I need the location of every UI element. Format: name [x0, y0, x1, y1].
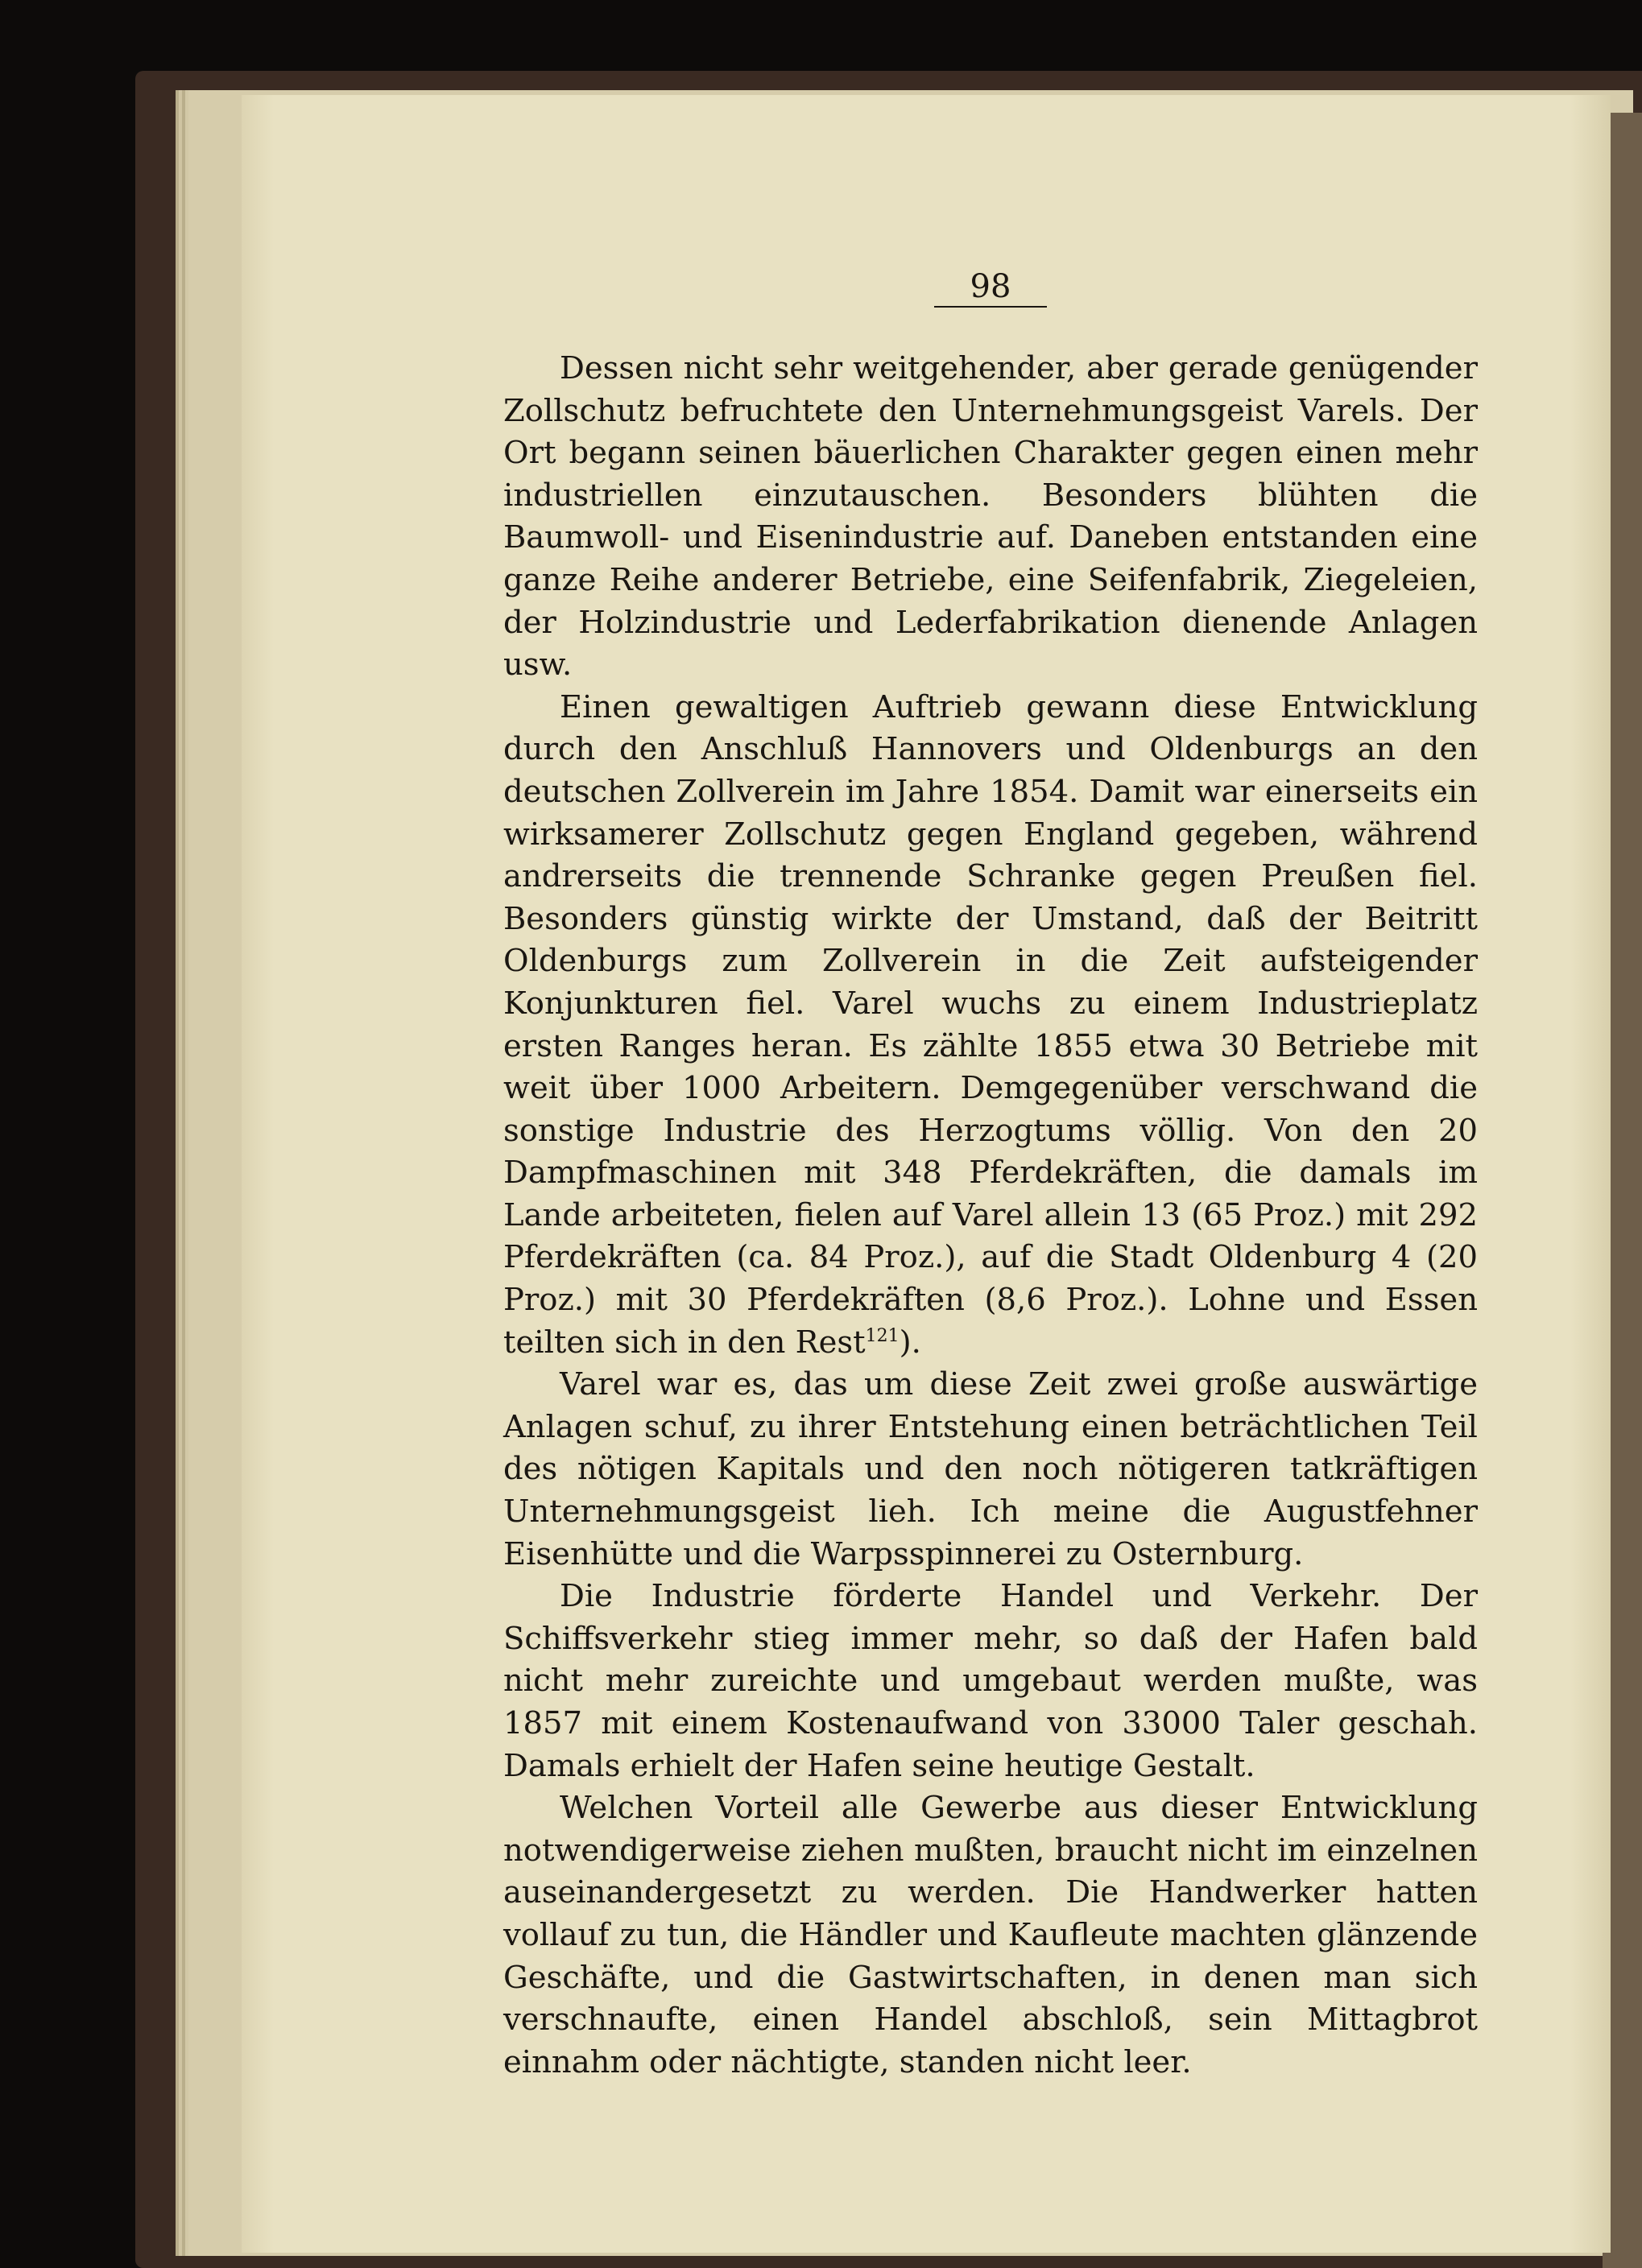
footnote-reference: 121 — [865, 1325, 900, 1346]
paragraph-2 — [503, 687, 1478, 1365]
paragraph-1: Dessen nicht sehr weitgehender, aber gerade genügender Zollschutz befruchtete den Unternehmungsgeist Varels. Der Ort begann seinen bäuerlichen Charakter gegen einen mehr industriellen einzutauschen. Besonders blühten die Baumwoll- und Eisenindustrie auf. Daneben entstanden eine ganze Reihe anderer Betriebe, eine Seifenfabrik, Ziegeleien, der Holzindustrie und Lederfabrikation dienende Anlagen usw. — [503, 350, 1478, 684]
paragraph-4: Die Industrie förderte Handel und Verkehr. Der Schiffsverkehr stieg immer mehr, so daß der Hafen bald nicht mehr zureichte und umgebaut werden mußte, was 1857 mit einem Kostenaufwand von 33000 Taler geschah. Damals erhielt der Hafen seine heutige Gestalt. — [503, 1578, 1478, 1784]
page-number: 98 — [934, 267, 1047, 308]
paragraph-2-tail: ). — [899, 1324, 921, 1361]
body-text — [503, 348, 1478, 2084]
paragraph-3: Varel war es, das um diese Zeit zwei große auswärtige Anlagen schuf, zu ihrer Entstehung einen beträchtlichen Teil des nötigen Kapitals und den noch nötigeren tatkräftigen Unternehmungsgeist lieh. Ich meine die Augustfehner Eisenhütte und die Warpsspinnerei zu Osternburg. — [503, 1366, 1478, 1572]
paragraph-2-text: Einen gewaltigen Auftrieb gewann diese Entwicklung durch den Anschluß Hannovers und Oldenburgs an den deutschen Zollverein im Jahre 1854. Damit war einerseits ein wirksamerer Zollschutz gegen England gegeben, während andrerseits die trennende Schranke gegen Preußen fiel. Besonders günstig wirkte der Umstand, daß der Beitritt Oldenburgs zum Zollverein in die Zeit aufsteigender Konjunkturen fiel. Varel wuchs zu einem Industrieplatz ersten Ranges heran. Es zählte 1855 etwa 30 Betriebe mit weit über 1000 Arbeitern. Demgegenüber verschwand die sonstige Industrie des Herzogtums völlig. Von den 20 Dampfmaschinen mit 348 Pferdekräften, die damals im Lande arbeiteten, fielen auf Varel allein 13 (65 Proz.) mit 292 Pferdekräften (ca. 84 Proz.), auf die Stadt Oldenburg 4 (20 Proz.) mit 30 Pferdekräften (8,6 Proz.). Lohne und Essen teilten sich in den Rest — [503, 688, 1478, 1361]
paragraph-5: Welchen Vorteil alle Gewerbe aus dieser Entwicklung notwendigerweise ziehen mußten, braucht nicht im einzelnen auseinandergesetzt zu werden. Die Handwerker hatten vollauf zu tun, die Händler und Kaufleute machten glänzende Geschäfte, und die Gastwirtschaften, in denen man sich verschnaufte, einen Handel abschloß, sein Mittagbrot einnahm oder nächtigte, standen nicht leer. — [503, 1790, 1478, 2080]
